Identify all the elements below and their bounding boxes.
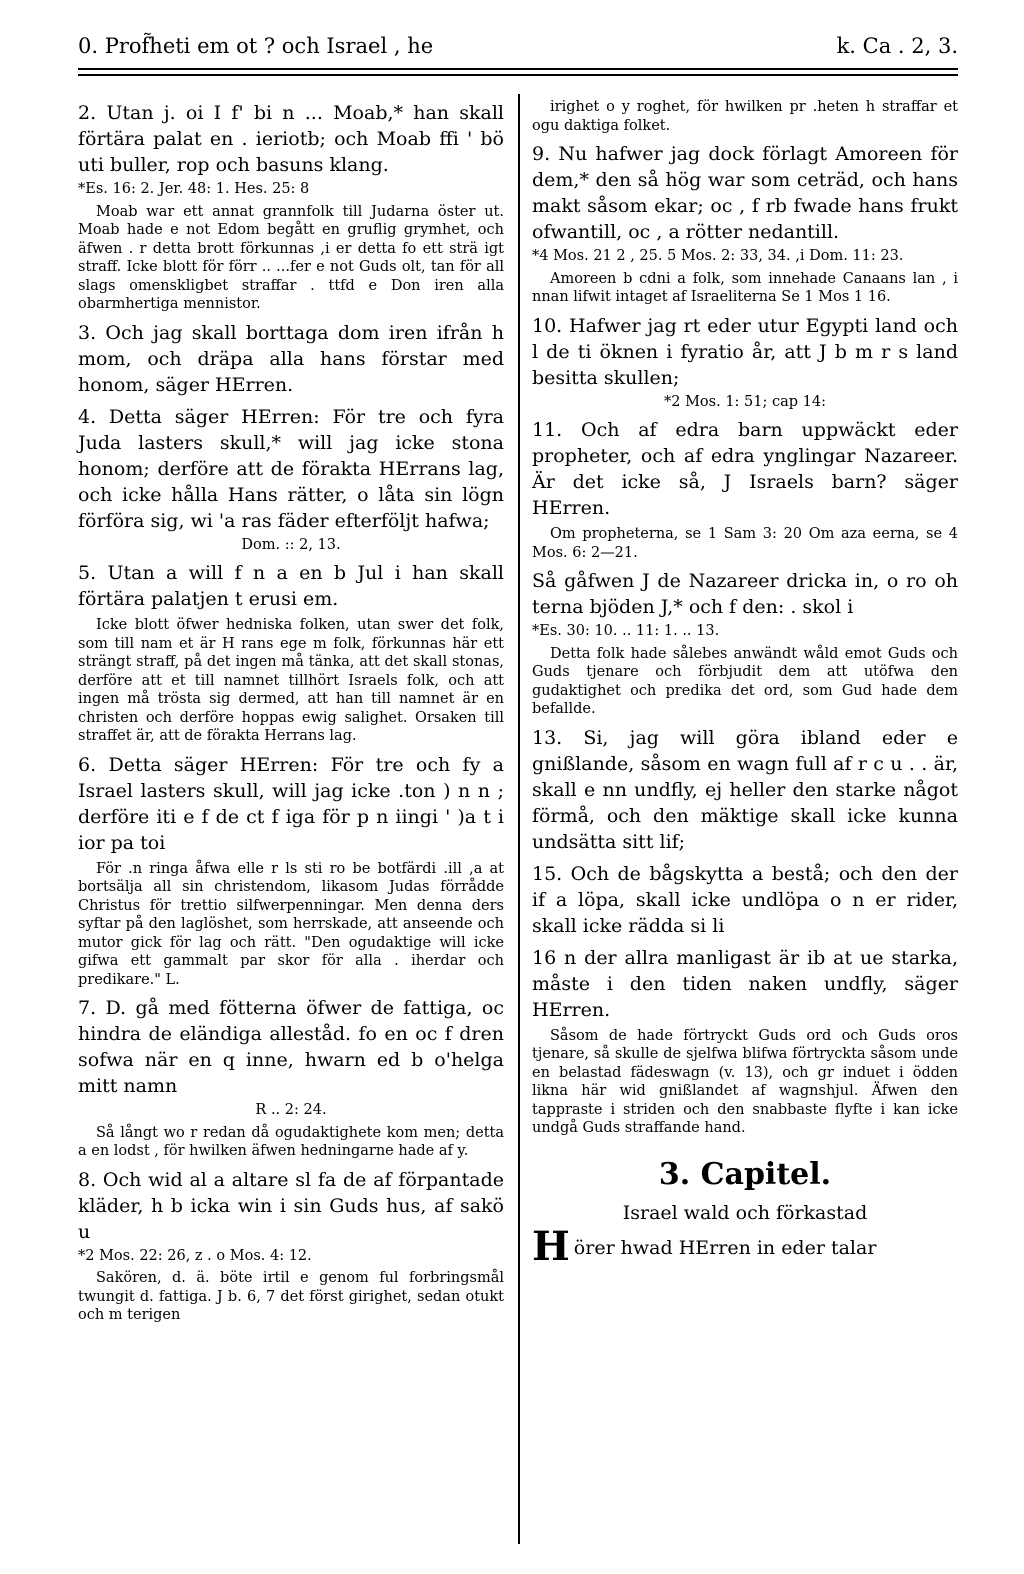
cross-reference: *2 Mos. 1: 51; cap 14: [664, 393, 826, 410]
left-column [78, 94, 504, 1325]
verse-text: 4. Detta säger HErren: För tre och fyra Juda lasters skull,* will jag icke stona honom; derföre att de förakta HErrans lag, och icke hålla Hans rätter, o låta sin lögn förföra sig, wi 'a ras fäder efterföljt hafwa; [78, 405, 504, 532]
commentary-note: Sakören, d. ä. böte irtil e genom ful forbringsmål twungit d. fattiga. J b. 6, 7 det först girighet, sedan otukt och m terigen [78, 1270, 504, 1323]
column-divider [518, 94, 520, 1544]
verse-text: 7. D. gå med fötterna öfwer de fattiga, oc hindra de eländiga alleståd. fo en oc f dren sofwa när en q inne, hwarn ed b o'helga mitt namn [78, 997, 504, 1097]
header-rule-top [78, 68, 958, 70]
commentary-note: Moab war ett annat grannfolk till Judarna öster ut. Moab hade e not Edom begått en gruflig grymhet, och äfwen . r detta brott förkunnas ,i er detta fo ett strä igt straff. Icke blott för förr .. ...fer e not Guds olt, tan för all slags omenskligbet straffar . ttfd e Don iren alla obarmhertiga mennistor. [78, 203, 504, 312]
verse-text: Så gåfwen J de Nazareer dricka in, o ro oh terna bjöden J,* och f den: . skol i [532, 570, 958, 618]
verse-text: 2. Utan j. oi I f' bi n ... Moab,* han skall förtära palat en . ieriotb; och Moab ffi ' bö uti buller, rop och basuns klang. [78, 102, 504, 176]
commentary-note: Såsom de hade förtryckt Guds ord och Guds oros tjenare, så skulle de sjelfwa blifwa förtryckta såsom unde en belastad fädeswagn (v. 13), och gr induet i ödden likna här wid gnißlandet af wagnshjul. Äfwen den tappraste i striden och den snabbaste flyfte i kan icke undgå Guds straffande hand. [532, 1027, 958, 1136]
opening-text: örer hwad HErren in eder talar [573, 1236, 877, 1259]
verse-text: 15. Och de bågskytta a bestå; och den der if a löpa, skall icke undlöpa o n er rider, skall icke rädda si li [532, 862, 958, 937]
commentary-note: För .n ringa åfwa elle r ls sti ro be botfärdi .ill ,a at bortsälja all sin christendom, likasom Judas förrådde Christus för trettio silfwerpenningar. Men denna ders syftar på den laglöshet, som herrskade, att anseende och mutor gick för lag och rätt. "Den ogudaktige will icke gifwa ett gammalt par skor för alla . iherdar och predikare." L. [78, 860, 504, 988]
page [78, 28, 958, 1548]
commentary-note: Detta folk hade sålebes anwändt wåld emot Guds och Guds tjenare och förbjudit dem att utöfwa den gudaktighet och predika det ord, som Gud hade dem befallde. [532, 645, 958, 717]
verse-text: 3. Och jag skall borttaga dom iren ifrån h mom, och dräpa alla hans förstar med honom, säger HErren. [78, 321, 504, 396]
verse-text: 6. Detta säger HErren: För tre och fy a Israel lasters skull, will jag icke .ton ) n n ; derföre iti e f de ct f iga för p n iingi ' )a t i ior pa toi [78, 753, 504, 854]
cross-reference: *Es. 16: 2. Jer. 48: 1. Hes. 25: 8 [78, 181, 310, 197]
chapter-heading: 3. Capitel. [658, 1156, 832, 1192]
cross-reference: *2 Mos. 22: 26, z . o Mos. 4: 12. [78, 1247, 312, 1264]
cross-reference: Dom. :: 2, 13. [241, 536, 341, 553]
verse-text: 9. Nu hafwer jag dock förlagt Amoreen för dem,* den så hög war som ceträd, och hans makt såsom ekar; oc , f rb fwade hans frukt ofwantill, oc , a rötter nedantill. [532, 143, 958, 243]
header-left: 0. Prof̃heti em ot ? och Israel , he [78, 34, 434, 58]
cross-reference: *4 Mos. 21 2 , 25. 5 Mos. 2: 33, 34. ,i Dom. 11: 23. [532, 248, 904, 264]
commentary-note: Så långt wo r redan då ogudaktighete kom men; detta a en lodst , för hwilken äfwen hedningarne hade af y. [78, 1124, 504, 1159]
verse-text: 11. Och af edra barn uppwäckt eder propheter, och af edra ynglingar Nazareer. Är det icke så, J Israels barn? säger HErren. [532, 419, 958, 519]
verse-text: 16 n der allra manligast är ib at ue starka, måste i den tiden naken undfly, säger HErren. [532, 946, 958, 1021]
commentary-note: Amoreen b cdni a folk, som innehade Canaans lan , i nnan lifwit intaget af Israeliterna Se 1 Mos 1 16. [532, 270, 958, 305]
verse-text: 10. Hafwer jag rt eder utur Egypti land och l de ti öknen i fyratio år, att J b m r s land besitta skullen; [532, 314, 958, 389]
chapter-subtitle: Israel wald och förkastad [622, 1201, 868, 1224]
drop-cap-letter: H [532, 1222, 570, 1270]
cross-reference: R .. 2: 24. [255, 1102, 327, 1118]
commentary-note: irighet o y roghet, för hwilken pr .heten h straffar et ogu daktiga folket. [532, 99, 958, 134]
chapter-opening-line [532, 1222, 958, 1270]
verse-text: 8. Och wid al a altare sl fa de af förpantade kläder, h b icka win i sin Guds hus, af sakö u [78, 1168, 504, 1243]
verse-text: 13. Si, jag will göra ibland eder e gnißlande, såsom en wagn full af r c u . . är, skall e nn undfly, ej heller den starke något förmå, och den mäktige skall icke kunna undsätta sitt lif; [532, 726, 958, 853]
header-right: k. Ca . 2, 3. [836, 34, 958, 58]
commentary-note: Icke blott öfwer hedniska folken, utan swer det folk, som till nam et är H rans ege m folk, förkunnas här ett strängt straff, på det ingen må tänka, att det skall stonas, derföre att et till namnet tillhört Israels folk, och att ingen må trösta sig dermed, att han till namnet är en christen och derföre hoppas ewig salighet. Orsaken till straffet är, att de förakta Herrans lag. [78, 617, 504, 744]
verse-text: 5. Utan a will f n a en b Jul i han skall förtära palatjen t erusi em. [78, 562, 504, 610]
commentary-note: Om propheterna, se 1 Sam 3: 20 Om aza eerna, se 4 Mos. 6: 2—21. [532, 526, 958, 561]
right-column [532, 94, 958, 1270]
header-rule-bottom [78, 74, 958, 76]
running-header [78, 28, 958, 64]
cross-reference: *Es. 30: 10. .. 11: 1. .. 13. [532, 623, 720, 639]
